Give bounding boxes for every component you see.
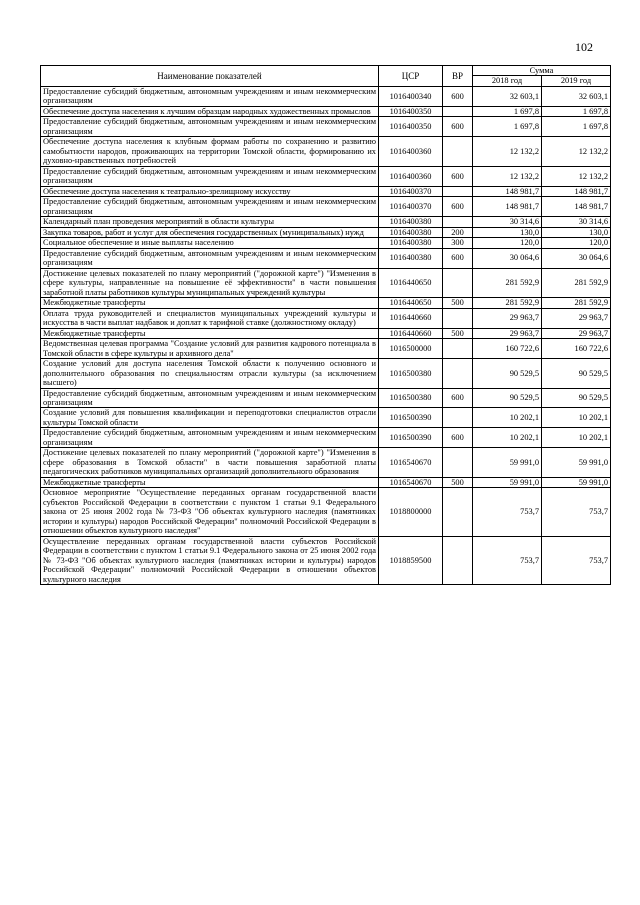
row-sum-2019: 29 963,7 <box>542 308 611 328</box>
row-sum-2019: 30 314,6 <box>542 217 611 227</box>
row-name: Межбюджетные трансферты <box>41 477 379 487</box>
row-name: Межбюджетные трансферты <box>41 328 379 338</box>
row-sum-2018: 148 981,7 <box>473 186 542 196</box>
table-row <box>41 217 611 227</box>
row-name: Социальное обеспечение и иные выплаты населению <box>41 238 379 248</box>
row-sum-2018: 90 529,5 <box>473 388 542 408</box>
row-name: Ведомственная целевая программа "Создание условий для развития кадрового потенциала в Томской области в сфере культуры и архивного дела" <box>41 339 379 359</box>
table-row <box>41 186 611 196</box>
row-vr <box>443 217 473 227</box>
row-name: Достижение целевых показателей по плану мероприятий ("дорожной карте") "Изменения в сфере образования в Томской области" в части повышения заработной платы педагогических работников муниципальных организаций дополнительного образования <box>41 448 379 477</box>
row-sum-2019: 753,7 <box>542 488 611 536</box>
table-row <box>41 477 611 487</box>
row-name: Календарный план проведения мероприятий в области культуры <box>41 217 379 227</box>
row-sum-2018: 59 991,0 <box>473 477 542 487</box>
row-vr: 500 <box>443 477 473 487</box>
page-number: 102 <box>575 40 593 54</box>
table-row <box>41 137 611 166</box>
row-csr: 1016400360 <box>379 137 443 166</box>
row-sum-2019: 10 202,1 <box>542 428 611 448</box>
table-row <box>41 448 611 477</box>
row-csr: 1016440660 <box>379 308 443 328</box>
row-sum-2018: 59 991,0 <box>473 448 542 477</box>
row-name: Предоставление субсидий бюджетным, автономным учреждениям и иным некоммерческим организациям <box>41 428 379 448</box>
row-csr: 1016400370 <box>379 186 443 196</box>
row-csr: 1016400370 <box>379 197 443 217</box>
row-sum-2019: 130,0 <box>542 227 611 237</box>
row-sum-2019: 160 722,6 <box>542 339 611 359</box>
row-csr: 1016400380 <box>379 217 443 227</box>
table-row <box>41 339 611 359</box>
table-row <box>41 298 611 308</box>
row-csr: 1016540670 <box>379 448 443 477</box>
row-sum-2019: 59 991,0 <box>542 477 611 487</box>
row-sum-2019: 148 981,7 <box>542 186 611 196</box>
row-vr: 500 <box>443 328 473 338</box>
row-csr: 1016400350 <box>379 106 443 116</box>
table-row <box>41 388 611 408</box>
row-csr: 1016400380 <box>379 238 443 248</box>
row-vr <box>443 536 473 584</box>
row-vr: 200 <box>443 227 473 237</box>
header-row <box>41 66 611 76</box>
row-vr: 600 <box>443 197 473 217</box>
table-row <box>41 268 611 297</box>
row-sum-2019: 90 529,5 <box>542 388 611 408</box>
row-csr: 1018800000 <box>379 488 443 536</box>
row-vr: 500 <box>443 298 473 308</box>
table-row <box>41 408 611 428</box>
row-sum-2019: 10 202,1 <box>542 408 611 428</box>
row-name: Закупка товаров, работ и услуг для обеспечения государственных (муниципальных) нужд <box>41 227 379 237</box>
budget-table <box>40 65 611 585</box>
row-sum-2019: 12 132,2 <box>542 137 611 166</box>
row-sum-2018: 30 314,6 <box>473 217 542 227</box>
row-name: Оплата труда руководителей и специалистов муниципальных учреждений культуры и искусства в части выплат надбавок и доплат к тарифной ставке (должностному окладу) <box>41 308 379 328</box>
row-sum-2019: 1 697,8 <box>542 106 611 116</box>
row-sum-2018: 12 132,2 <box>473 137 542 166</box>
row-sum-2018: 753,7 <box>473 488 542 536</box>
row-csr: 1016400340 <box>379 86 443 106</box>
header-year-2018: 2018 год <box>473 76 542 86</box>
table-row <box>41 359 611 388</box>
row-vr <box>443 186 473 196</box>
row-sum-2018: 148 981,7 <box>473 197 542 217</box>
row-vr: 600 <box>443 166 473 186</box>
row-vr <box>443 488 473 536</box>
table-row <box>41 248 611 268</box>
row-name: Предоставление субсидий бюджетным, автономным учреждениям и иным некоммерческим организациям <box>41 166 379 186</box>
row-sum-2018: 10 202,1 <box>473 408 542 428</box>
row-csr: 1016400380 <box>379 248 443 268</box>
row-sum-2018: 130,0 <box>473 227 542 237</box>
row-vr: 600 <box>443 248 473 268</box>
row-sum-2019: 90 529,5 <box>542 359 611 388</box>
row-csr: 1016400360 <box>379 166 443 186</box>
row-sum-2019: 148 981,7 <box>542 197 611 217</box>
row-name: Создание условий для повышения квалификации и переподготовки специалистов отрасли культуры Томской области <box>41 408 379 428</box>
table-row <box>41 536 611 584</box>
row-csr: 1016400350 <box>379 117 443 137</box>
row-name: Обеспечение доступа населения к театрально-зрелищному искусству <box>41 186 379 196</box>
row-csr: 1016500000 <box>379 339 443 359</box>
row-name: Предоставление субсидий бюджетным, автономным учреждениям и иным некоммерческим организациям <box>41 86 379 106</box>
header-sum: Сумма <box>473 66 611 76</box>
row-vr: 300 <box>443 238 473 248</box>
row-sum-2018: 90 529,5 <box>473 359 542 388</box>
table-row <box>41 117 611 137</box>
row-sum-2019: 30 064,6 <box>542 248 611 268</box>
row-sum-2019: 12 132,2 <box>542 166 611 186</box>
row-sum-2018: 10 202,1 <box>473 428 542 448</box>
row-sum-2018: 29 963,7 <box>473 328 542 338</box>
table-body <box>41 86 611 584</box>
row-sum-2018: 12 132,2 <box>473 166 542 186</box>
row-name: Осуществление переданных органам государственной власти субъектов Российской Федерации в соответствии с пунктом 1 статьи 9.1 Федерального закона от 25 июня 2002 года № 73-ФЗ "Об объектах культурного наследия (памятниках истории и культуры) народов Российской Федерации" полномочий Российской Федерации в отношении объектов культурного наследия <box>41 536 379 584</box>
row-vr: 600 <box>443 428 473 448</box>
row-vr <box>443 308 473 328</box>
table-row <box>41 106 611 116</box>
row-vr <box>443 137 473 166</box>
row-csr: 1016500380 <box>379 359 443 388</box>
row-sum-2018: 30 064,6 <box>473 248 542 268</box>
row-csr: 1016500390 <box>379 428 443 448</box>
row-sum-2019: 281 592,9 <box>542 298 611 308</box>
row-name: Предоставление субсидий бюджетным, автономным учреждениям и иным некоммерческим организациям <box>41 388 379 408</box>
row-sum-2019: 29 963,7 <box>542 328 611 338</box>
row-name: Создание условий для доступа населения Томской области к получению основного и дополнительного образования по специальностям отрасли культуры (за исключением высшего) <box>41 359 379 388</box>
row-vr <box>443 408 473 428</box>
row-sum-2018: 1 697,8 <box>473 117 542 137</box>
table-row <box>41 227 611 237</box>
table-row <box>41 488 611 536</box>
row-sum-2018: 753,7 <box>473 536 542 584</box>
row-name: Обеспечение доступа населения к лучшим образцам народных художественных промыслов <box>41 106 379 116</box>
row-vr <box>443 106 473 116</box>
row-sum-2019: 120,0 <box>542 238 611 248</box>
table-row <box>41 197 611 217</box>
row-name: Обеспечение доступа населения к клубным формам работы по сохранению и развитию самобытности народов, проживающих на территории Томской области, формированию их духовно-нравственных потребностей <box>41 137 379 166</box>
row-csr: 1016400380 <box>379 227 443 237</box>
row-csr: 1016440650 <box>379 298 443 308</box>
header-year-2019: 2019 год <box>542 76 611 86</box>
row-csr: 1016500390 <box>379 408 443 428</box>
row-vr: 600 <box>443 388 473 408</box>
row-csr: 1016540670 <box>379 477 443 487</box>
row-sum-2018: 281 592,9 <box>473 268 542 297</box>
header-csr: ЦСР <box>379 66 443 87</box>
row-sum-2018: 160 722,6 <box>473 339 542 359</box>
row-csr: 1016440650 <box>379 268 443 297</box>
row-sum-2019: 753,7 <box>542 536 611 584</box>
row-vr: 600 <box>443 86 473 106</box>
row-csr: 1016500380 <box>379 388 443 408</box>
table-row <box>41 428 611 448</box>
row-csr: 1016440660 <box>379 328 443 338</box>
row-vr <box>443 268 473 297</box>
row-sum-2019: 59 991,0 <box>542 448 611 477</box>
row-sum-2018: 1 697,8 <box>473 106 542 116</box>
row-name: Предоставление субсидий бюджетным, автономным учреждениям и иным некоммерческим организациям <box>41 197 379 217</box>
row-vr <box>443 448 473 477</box>
row-vr <box>443 359 473 388</box>
row-sum-2018: 120,0 <box>473 238 542 248</box>
table-row <box>41 308 611 328</box>
table-row <box>41 328 611 338</box>
table-row <box>41 86 611 106</box>
row-name: Основное мероприятие "Осуществление переданных органам государственной власти субъектов Российской Федерации в соответствии с пунктом 1 статьи 9.1 Федерального закона от 25 июня 2002 года № 73-ФЗ "Об объектах культурного наследия (памятниках истории и культуры) народов Российской Федерации" полномочий Российской Федерации в отношении объектов культурного наследия" <box>41 488 379 536</box>
row-sum-2018: 29 963,7 <box>473 308 542 328</box>
row-name: Предоставление субсидий бюджетным, автономным учреждениям и иным некоммерческим организациям <box>41 117 379 137</box>
row-sum-2018: 32 603,1 <box>473 86 542 106</box>
header-name: Наименование показателей <box>41 66 379 87</box>
row-csr: 1018859500 <box>379 536 443 584</box>
row-name: Предоставление субсидий бюджетным, автономным учреждениям и иным некоммерческим организациям <box>41 248 379 268</box>
table-row <box>41 166 611 186</box>
row-sum-2019: 32 603,1 <box>542 86 611 106</box>
header-vr: ВР <box>443 66 473 87</box>
row-name: Межбюджетные трансферты <box>41 298 379 308</box>
row-sum-2018: 281 592,9 <box>473 298 542 308</box>
row-vr <box>443 339 473 359</box>
table-row <box>41 238 611 248</box>
row-name: Достижение целевых показателей по плану мероприятий ("дорожной карте") "Изменения в сфере культуры, направленные на повышение её эффективности" в части повышения заработной платы работников культуры муниципальных учреждений культуры <box>41 268 379 297</box>
row-sum-2019: 1 697,8 <box>542 117 611 137</box>
row-vr: 600 <box>443 117 473 137</box>
row-sum-2019: 281 592,9 <box>542 268 611 297</box>
